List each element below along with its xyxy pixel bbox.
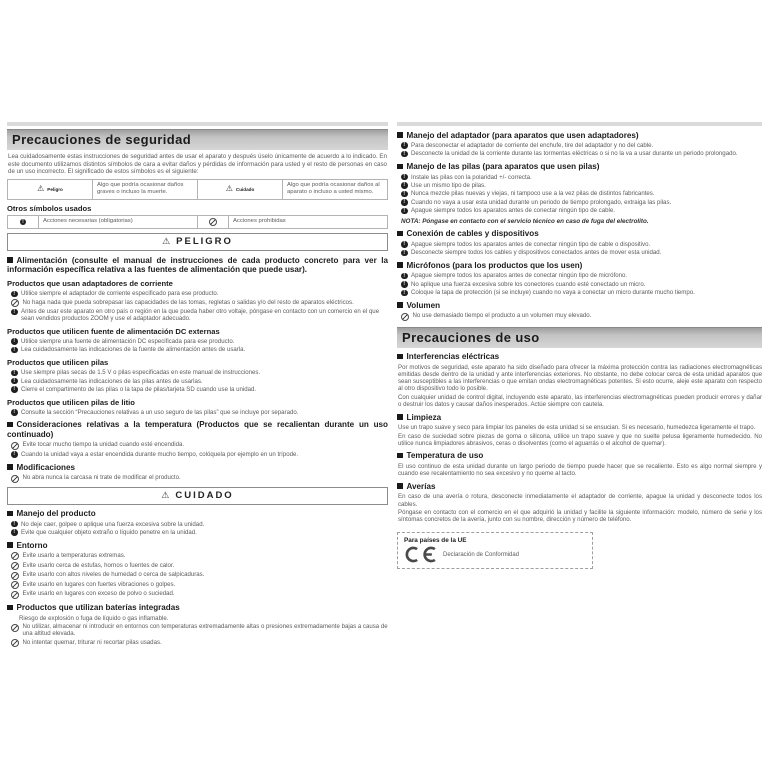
- list-item: [11, 562, 388, 570]
- item-text: Apague siempre todos los aparatos antes de conectar ningún tipo de micrófono.: [411, 272, 628, 280]
- section-title-text: Conexión de cables y dispositivos: [406, 229, 539, 239]
- square-bullet-icon: [397, 262, 403, 268]
- eu-box-text: Declaración de Conformidad: [443, 551, 520, 558]
- warning-triangle-icon: ⚠: [37, 184, 45, 194]
- list-item: [401, 272, 762, 279]
- list-item: [11, 290, 388, 297]
- section: [397, 131, 762, 158]
- eu-conformity-box: [397, 532, 593, 569]
- mandatory-action-icon: !: [11, 370, 18, 377]
- list-item: [11, 378, 388, 385]
- section: [7, 541, 388, 599]
- mandatory-action-icon: !: [11, 378, 18, 385]
- list-item: [11, 299, 388, 307]
- danger-banner: [7, 233, 388, 251]
- section-title: [397, 451, 762, 461]
- list-item: [401, 281, 762, 288]
- section-title: [7, 509, 388, 519]
- item-text: Utilice siempre el adaptador de corriente especificado para ese producto.: [21, 290, 219, 298]
- prohibited-action-icon: [11, 562, 19, 570]
- item-text: No intentar quemar, triturar ni recortar pilas usadas.: [22, 638, 162, 646]
- list-item: [398, 509, 762, 523]
- section-title: [397, 482, 762, 492]
- section-title-text: Productos que usan adaptadores de corriente: [7, 279, 173, 289]
- usage-section-title: Precauciones de uso: [397, 327, 762, 348]
- danger-icon-cell: [8, 180, 93, 199]
- mandatory-action-icon: !: [11, 451, 18, 458]
- list-item: [401, 216, 762, 225]
- prohibited-symbol-text: [229, 216, 387, 228]
- list-item: [11, 474, 388, 482]
- list-item: [401, 199, 762, 206]
- mandatory-action-icon: !: [401, 174, 408, 181]
- list-item: [11, 346, 388, 353]
- item-text: Coloque la tapa de protección (si se incluye) cuando no vaya a conectar un micro durante mucho tiempo.: [411, 289, 695, 297]
- list-item: [398, 493, 762, 507]
- severity-table: [7, 179, 388, 200]
- square-bullet-icon: [397, 231, 403, 237]
- section: [7, 420, 388, 458]
- list-item: [11, 590, 388, 598]
- section: [397, 413, 762, 447]
- eu-box-row: [404, 546, 586, 563]
- intro-paragraph: Lea cuidadosamente estas instrucciones de seguridad antes de usar el aparato y después úselo únicamente de acuerdo a lo indicado. En este documento utilizamos distintos símbolos de cara a evitar daños y pérdidas de información para usted y el resto de personas en caso de un uso incorrecto. El significado de estos símbolos es el siguiente:: [8, 153, 387, 176]
- prohibited-action-icon: [11, 591, 19, 599]
- section-title-text: Alimentación (consulte el manual de instrucciones de cada producto concreto para ver la información específica relativa a las fuentes de alimentación que puede usar).: [7, 255, 388, 275]
- list-item: [11, 521, 388, 528]
- item-text: No deje caer, golpee o aplique una fuerza excesiva sobre la unidad.: [21, 520, 205, 528]
- mandatory-action-icon: !: [401, 208, 408, 215]
- prohibited-symbol-cell: [197, 216, 387, 228]
- scan-artifact-strip: [397, 122, 762, 126]
- item-text: Lea cuidadosamente las indicaciones de las pilas antes de usarlas.: [21, 377, 203, 385]
- section: [7, 509, 388, 536]
- section-title-text: Manejo del adaptador (para aparatos que usen adaptadores): [406, 130, 639, 140]
- list-item: [11, 369, 388, 376]
- section-title-text: Micrófonos (para los productos que los usen): [406, 260, 583, 270]
- section-title: [7, 358, 388, 367]
- item-text: En caso de suciedad sobre piezas de goma o silicona, utilice un trapo suave y que no suelte pelusa ligeramente humedecido. No utilice nunca limpiadores abrasivos, ceras o disolventes (como el aguarrás o el alcohol de quemar).: [398, 432, 762, 447]
- caution-icon-label: Cuidado: [235, 186, 255, 192]
- list-item: [11, 552, 388, 560]
- list-item: [398, 463, 762, 477]
- list-item: [11, 581, 388, 589]
- mandatory-action-icon: !: [401, 250, 408, 257]
- mandatory-action-icon: !: [401, 290, 408, 297]
- square-bullet-icon: [7, 605, 13, 611]
- square-bullet-icon: [397, 302, 403, 308]
- item-text: Evite usarlo en lugares con exceso de polvo o suciedad.: [22, 590, 175, 598]
- mandatory-action-icon: !: [401, 142, 408, 149]
- item-text: Desconecte siempre todos los cables y dispositivos conectados antes de mover esta unidad.: [411, 249, 662, 257]
- danger-icon-label: Peligro: [47, 186, 63, 192]
- list-item: [398, 424, 762, 431]
- square-bullet-icon: [7, 464, 13, 470]
- mandatory-icon-cell: [8, 216, 39, 228]
- section: [7, 603, 388, 647]
- mandatory-action-icon: !: [401, 191, 408, 198]
- item-text: Riesgo de explosión o fuga de líquido o gas inflamable.: [19, 614, 169, 622]
- list-item: [401, 289, 762, 296]
- list-item: [11, 571, 388, 579]
- prohibited-action-icon: [11, 624, 19, 632]
- item-text: Con cualquier unidad de control digital, incluyendo este aparato, las interferencias electromagnéticas pueden producir errores y dañar o destruir los datos y causar daños inesperados. Actúe siempre con cautela.: [398, 393, 762, 408]
- eu-box-title: Para países de la UE: [404, 537, 467, 545]
- square-bullet-icon: [7, 542, 13, 548]
- prohibited-action-icon: [209, 218, 217, 226]
- section-title: [397, 413, 762, 423]
- section-title: [397, 301, 762, 311]
- prohibited-action-icon: [11, 639, 19, 647]
- section: [397, 261, 762, 296]
- section-title: [7, 256, 388, 275]
- mandatory-action-icon: !: [11, 386, 18, 393]
- section-title: [7, 463, 388, 473]
- section: [397, 451, 762, 477]
- section-title: [7, 279, 388, 288]
- item-text: Evite tocar mucho tiempo la unidad cuando esté encendida.: [22, 441, 185, 449]
- mandatory-action-icon: !: [20, 219, 27, 226]
- other-symbols-table: [7, 215, 388, 229]
- mandatory-symbol-cell: [8, 216, 197, 228]
- item-text: Use un trapo suave y seco para limpiar los paneles de esta unidad si se ensucian. Si es necesario, humedezca ligeramente el trapo.: [398, 424, 756, 432]
- prohibited-symbol-label: Acciones prohibidas: [233, 218, 286, 225]
- square-bullet-icon: [397, 483, 403, 489]
- mandatory-action-icon: !: [401, 182, 408, 189]
- list-item: [401, 312, 762, 320]
- item-text: No utilizar, almacenar ni introducir en entornos con temperaturas extremadamente altas o presiones extremadamente bajas a causa de una altitud elevada.: [22, 623, 388, 638]
- mandatory-action-icon: !: [11, 309, 18, 316]
- mandatory-action-icon: !: [401, 199, 408, 206]
- caution-description: [283, 180, 387, 199]
- usage-sections: [397, 352, 762, 523]
- list-item: [11, 529, 388, 536]
- list-item: [401, 207, 762, 214]
- mandatory-action-icon: !: [11, 347, 18, 354]
- section-title-text: Productos que utilicen pilas: [7, 358, 109, 368]
- list-item: [398, 394, 762, 408]
- item-text: Por motivos de seguridad, este aparato ha sido diseñado para ofrecer la máxima protección contra las radiaciones electromagnéticas emitidas desde dentro de la unidad y ante interferencias exteriores. No obstante, no debe colocar cerca de esta unidad aparatos que sean susceptibles a las interferencias o que emitan ondas electromagnéticas potentes. Si esto ocurre, aleje este aparato con respecto al otro dispositivo todo lo posible.: [398, 363, 762, 393]
- prohibited-action-icon: [11, 572, 19, 580]
- list-item: [11, 338, 388, 345]
- item-text: En caso de una avería o rotura, desconecte inmediatamente el adaptador de corriente, apague la unidad y desconecte todos los cables.: [398, 493, 762, 508]
- document-sheet: [7, 122, 762, 648]
- scan-artifact-strip: [7, 122, 388, 126]
- prohibited-action-icon: [11, 581, 19, 589]
- list-item: [11, 639, 388, 647]
- danger-banner-label: PELIGRO: [176, 236, 233, 248]
- section-title-text: Entorno: [16, 540, 48, 550]
- mandatory-action-icon: !: [401, 273, 408, 280]
- list-item: [11, 386, 388, 393]
- severity-danger-cell: [8, 180, 197, 199]
- section-title: [397, 229, 762, 239]
- mandatory-action-icon: !: [11, 529, 18, 536]
- item-text: No haga nada que pueda sobrepasar las capacidades de las tomas, regletas o salidas y/o del resto de aparatos eléctricos.: [22, 298, 354, 306]
- item-text: Apague siempre todos los aparatos antes de conectar ningún tipo de cable o dispositivo.: [411, 240, 651, 248]
- list-item: [398, 433, 762, 447]
- item-text: Use siempre pilas secas de 1.5 V o pilas especificadas en este manual de instrucciones.: [21, 369, 261, 377]
- section: [397, 482, 762, 524]
- section-title: [7, 420, 388, 439]
- section-title: [7, 603, 388, 613]
- prohibited-icon-cell: [198, 216, 229, 228]
- warning-triangle-icon: ⚠: [162, 236, 173, 247]
- list-item: [398, 364, 762, 393]
- square-bullet-icon: [7, 257, 13, 263]
- section-title-text: Limpieza: [406, 412, 442, 422]
- caution-icon-cell: [198, 180, 283, 199]
- list-item: [11, 308, 388, 322]
- section-title: [7, 327, 388, 336]
- section-title-text: Averías: [406, 481, 436, 491]
- item-text: Consulte la sección “Precauciones relativas a un uso seguro de las pilas” que se incluye por separado.: [21, 408, 299, 416]
- danger-description-text: Algo que podría ocasionar daños graves o incluso la muerte.: [97, 182, 184, 196]
- mandatory-action-icon: !: [11, 521, 18, 528]
- list-item: [11, 409, 388, 416]
- square-bullet-icon: [397, 354, 403, 360]
- item-text: Use un mismo tipo de pilas.: [411, 181, 486, 189]
- item-text: No use demasiado tiempo el producto a un volumen muy elevado.: [412, 312, 592, 320]
- mandatory-action-icon: !: [401, 241, 408, 248]
- section-title: [397, 131, 762, 141]
- item-text: Para desconectar el adaptador de corriente del enchufe, tire del adaptador y no del cable.: [411, 142, 654, 149]
- square-bullet-icon: [397, 132, 403, 138]
- item-text: Cuando no vaya a usar esta unidad durante un periodo de tiempo prolongado, extraiga las pilas.: [411, 198, 672, 206]
- prohibited-action-icon: [11, 552, 19, 560]
- prohibited-action-icon: [11, 442, 19, 450]
- item-text: Póngase en contacto con el comercio en el que adquirió la unidad y facilite la siguiente información: modelo, número de serie y los síntomas concretos de la avería, junto con su nombre, dirección y número de teléfono.: [398, 508, 762, 524]
- section: [7, 398, 388, 416]
- section: [7, 256, 388, 275]
- item-text: Nunca mezcle pilas nuevas y viejas, ni tampoco use a la vez pilas de distintos fabricantes.: [411, 190, 655, 198]
- mandatory-action-icon: !: [11, 409, 18, 416]
- section-title-text: Temperatura de uso: [406, 451, 484, 461]
- list-item: [401, 241, 762, 248]
- section-title-text: Manejo de las pilas (para aparatos que usen pilas): [406, 162, 600, 172]
- section-title-text: Interferencias eléctricas: [406, 352, 500, 362]
- item-text: No abra nunca la carcasa ni trate de modificar el producto.: [22, 474, 181, 482]
- mandatory-symbol-label: Acciones necesarias (obligatorias): [43, 218, 133, 225]
- item-text: Evite usarlo en lugares con fuertes vibraciones o golpes.: [22, 580, 176, 588]
- item-text: No aplique una fuerza excesiva sobre los conectores cuando esté conectado un micro.: [411, 280, 646, 288]
- other-symbols-heading: Otros símbolos usados: [7, 203, 92, 213]
- section-title-text: Modificaciones: [16, 462, 75, 472]
- section: [7, 279, 388, 322]
- list-item: [11, 623, 388, 637]
- item-text: El uso continuo de esta unidad durante un largo periodo de tiempo puede hacer que se recaliente. Esto es algo normal siempre y cuando ese recalentamiento no sea excesivo y no queme al tacto.: [398, 462, 762, 478]
- caution-banner: [7, 487, 388, 505]
- caution-banner-label: CUIDADO: [175, 489, 234, 501]
- danger-sections: [7, 256, 388, 483]
- warning-triangle-icon: ⚠: [225, 184, 233, 194]
- item-text: Lea cuidadosamente las indicaciones de la fuente de alimentación antes de usarla.: [21, 346, 246, 354]
- item-text: Desconecte la unidad de la corriente durante las tormentas eléctricas o si no la va a usar durante un periodo prolongado.: [411, 150, 738, 158]
- ce-mark-icon: [404, 546, 438, 563]
- mandatory-action-icon: !: [401, 281, 408, 288]
- item-text: Utilice siempre una fuente de alimentación DC especificada para ese producto.: [21, 338, 235, 346]
- mandatory-action-icon: !: [11, 338, 18, 345]
- section: [7, 358, 388, 393]
- prohibited-action-icon: [11, 475, 19, 483]
- list-item: [19, 615, 388, 622]
- mandatory-action-icon: !: [401, 151, 408, 158]
- section-title-text: Productos que utilizan baterías integradas: [16, 603, 180, 613]
- item-text: Apague siempre todos los aparatos antes de conectar ningún tipo de cable.: [411, 207, 615, 215]
- square-bullet-icon: [7, 422, 13, 428]
- list-item: [401, 150, 762, 157]
- square-bullet-icon: [7, 511, 13, 517]
- right-column: [397, 122, 762, 569]
- item-text: NOTA: Póngase en contacto con el servicio técnico en caso de fuga del electrolito.: [401, 217, 649, 225]
- item-text: Cuando la unidad vaya a estar encendida durante mucho tiempo, colóquela por ejemplo en un trípode.: [21, 450, 299, 458]
- section-title-text: Productos que utilicen pilas de litio: [7, 397, 135, 407]
- list-item: [401, 174, 762, 181]
- severity-caution-cell: [197, 180, 387, 199]
- section-title: [7, 541, 388, 551]
- section-title-text: Consideraciones relativas a la temperatura (Productos que se recalientan durante un uso continuado): [7, 420, 388, 439]
- prohibited-action-icon: [401, 313, 409, 321]
- list-item: [401, 249, 762, 256]
- item-text: Evite usarlo a temperaturas extremas.: [22, 552, 126, 560]
- section: [397, 301, 762, 321]
- warning-triangle-icon: ⚠: [161, 489, 172, 500]
- list-item: [401, 142, 762, 149]
- section: [7, 327, 388, 354]
- mandatory-symbol-text: [39, 216, 197, 228]
- section-title-text: Manejo del producto: [16, 509, 96, 518]
- section-title: [397, 352, 762, 362]
- item-text: Cierre el compartimento de las pilas o la tapa de pilas/tarjeta SD cuando use la unidad.: [21, 385, 257, 393]
- section-title-text: Volumen: [406, 300, 441, 310]
- safety-section-title: Precauciones de seguridad: [7, 129, 388, 150]
- item-text: Evite que cualquier objeto extraño o líquido penetre en la unidad.: [21, 528, 197, 536]
- caution-sections: [7, 509, 388, 647]
- section: [7, 463, 388, 483]
- section-title: [397, 261, 762, 271]
- square-bullet-icon: [397, 414, 403, 420]
- list-item: [401, 190, 762, 197]
- section: [397, 352, 762, 408]
- prohibited-action-icon: [11, 299, 19, 307]
- square-bullet-icon: [397, 453, 403, 459]
- mandatory-action-icon: !: [11, 291, 18, 298]
- list-item: [11, 451, 388, 458]
- caution-description-text: Algo que podría ocasionar daños al aparato o incluso a usted mismo.: [287, 182, 380, 196]
- danger-description: [93, 180, 197, 199]
- section: [397, 229, 762, 256]
- handling-sections: [397, 131, 762, 321]
- section-title: [397, 162, 762, 172]
- item-text: Antes de usar este aparato en otro país o región en la que pueda haber otro voltaje, póngase en contacto con un comercio en el que sean vendidos productos ZOOM y use el adaptador adecuado.: [21, 308, 380, 323]
- square-bullet-icon: [397, 164, 403, 170]
- section-title: [7, 398, 388, 407]
- section-title-text: Productos que utilicen fuente de alimentación DC externas: [7, 327, 220, 337]
- list-item: [11, 441, 388, 449]
- left-column: [7, 122, 388, 648]
- item-text: Evite usarlo con altos niveles de humedad o cerca de salpicaduras.: [22, 571, 205, 579]
- list-item: [401, 182, 762, 189]
- section: [397, 162, 762, 225]
- item-text: Evite usarlo cerca de estufas, hornos o fuentes de calor.: [22, 561, 175, 569]
- item-text: Instale las pilas con la polaridad +/- correcta.: [411, 173, 532, 181]
